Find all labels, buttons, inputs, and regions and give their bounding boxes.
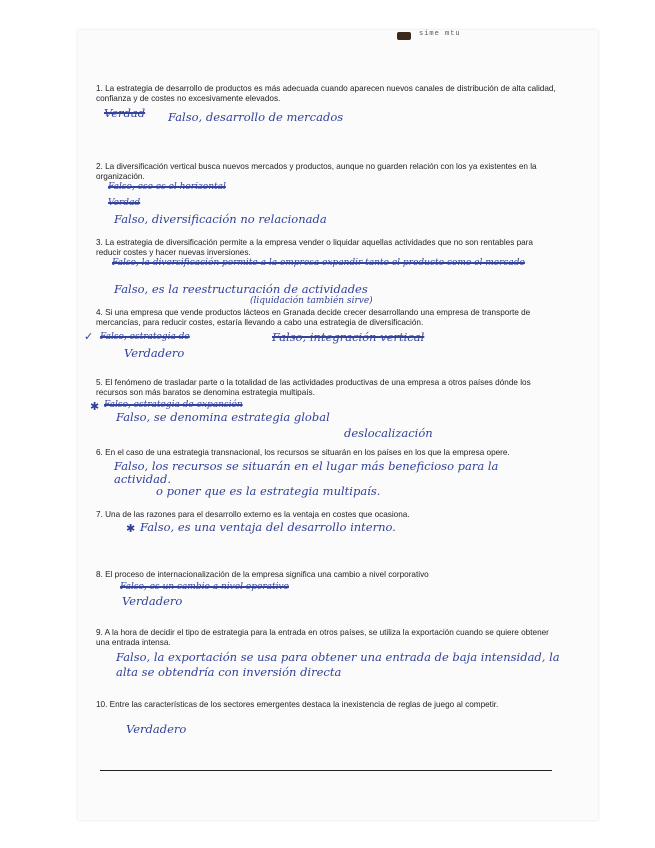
question-text: La diversificación vertical busca nuevos mercados y productos, aunque no guarden relación con los ya existentes en la organización. (96, 162, 537, 181)
answer-struck: Falso, integración vertical (272, 330, 425, 344)
answer-struck: Falso, es un cambio a nivel operativo (120, 582, 289, 592)
question-3 (96, 238, 556, 258)
answer-handwritten: Falso, se denomina estrategia global (116, 410, 330, 424)
question-number: 2. (96, 162, 103, 171)
question-6 (96, 448, 556, 458)
question-number: 3. (96, 238, 103, 247)
answer-handwritten: Verdadero (124, 346, 185, 360)
question-text: En el caso de una estrategia transnacional, los recursos se situarán en los países en los que la empresa opere. (105, 448, 510, 457)
answer-struck: Falso, la diversificación permite a la empresa expandir tanto el producto como el mercado (112, 258, 525, 268)
answer-struck: Falso, estrategia de expansión (104, 400, 243, 410)
answer-struck: Verdad (104, 106, 146, 120)
answer-handwritten: Verdadero (122, 594, 183, 608)
question-1 (96, 84, 556, 104)
question-9 (96, 628, 556, 648)
question-text: Si una empresa que vende productos lácteos en Granada decide crecer desarrollando una empresa de transporte de mercancías, para reducir costes, estaría llevando a cabo una estrategia de diversificación. (96, 308, 531, 327)
answer-struck: Falso, estrategia de (100, 332, 190, 342)
answer-handwritten: Falso, diversificación no relacionada (114, 212, 327, 226)
ink-blot (397, 32, 411, 40)
top-scan-mark (395, 30, 515, 40)
question-7 (96, 510, 556, 520)
answer-struck: Falso, ese es el horizontal (108, 182, 226, 192)
question-number: 8. (96, 570, 103, 579)
answer-handwritten: Verdadero (126, 722, 187, 736)
question-number: 6. (96, 448, 103, 457)
question-text: La estrategia de diversificación permite a la empresa vender o liquidar aquellas actividades que no son rentables para reducir costes y hacer nuevas inversiones. (96, 238, 533, 257)
answer-handwritten: Falso, es una ventaja del desarrollo interno. (140, 520, 396, 534)
question-number: 1. (96, 84, 103, 93)
star-mark: ✱ (90, 400, 100, 413)
top-mark-text: sime mtu (419, 30, 461, 38)
check-mark: ✓ (84, 330, 94, 343)
question-text: El proceso de internacionalización de la empresa significa una cambio a nivel corporativo (105, 570, 429, 579)
question-text: Entre las características de los sectores emergentes destaca la inexistencia de reglas de juego al competir. (109, 700, 499, 709)
answer-handwritten: Falso, los recursos se situarán en el lugar más beneficioso para la actividad. (114, 459, 499, 486)
question-number: 9. (96, 628, 103, 637)
answer-note: (liquidación también sirve) (250, 296, 373, 306)
answer-handwritten: Falso, la exportación se usa para obtener una entrada de baja intensidad, la alta se obtendría con inversión directa (116, 650, 560, 679)
question-number: 10. (96, 700, 108, 709)
question-text: El fenómeno de trasladar parte o la totalidad de las actividades productivas de una empresa a otros países dónde los recursos son más baratos se denomina estrategia multipaís. (96, 378, 531, 397)
answer-handwritten: Falso, desarrollo de mercados (168, 110, 344, 124)
answer-handwritten: o poner que es la estrategia multipaís. (156, 484, 381, 498)
star-mark: ✱ (126, 522, 136, 535)
question-10 (96, 700, 556, 710)
answer-handwritten: Falso, es la reestructuración de actividades (114, 282, 368, 296)
question-2 (96, 162, 556, 182)
question-number: 5. (96, 378, 103, 387)
question-4 (96, 308, 556, 328)
question-text: La estrategia de desarrollo de productos es más adecuada cuando aparecen nuevos canales de distribución de alta calidad, confianza y de costes no excesivamente elevados. (96, 84, 556, 103)
question-text: Una de las razones para el desarrollo externo es la ventaja en costes que ocasiona. (105, 510, 410, 519)
question-number: 7. (96, 510, 103, 519)
question-text: A la hora de decidir el tipo de estrategia para la entrada en otros países, se utiliza la exportación cuando se quiere obtener una entrada intensa. (96, 628, 549, 647)
answer-struck: Verdad (108, 198, 141, 208)
question-5 (96, 378, 556, 398)
question-8 (96, 570, 556, 580)
answer-handwritten: deslocalización (344, 426, 433, 440)
bottom-rule (100, 770, 552, 771)
question-number: 4. (96, 308, 103, 317)
